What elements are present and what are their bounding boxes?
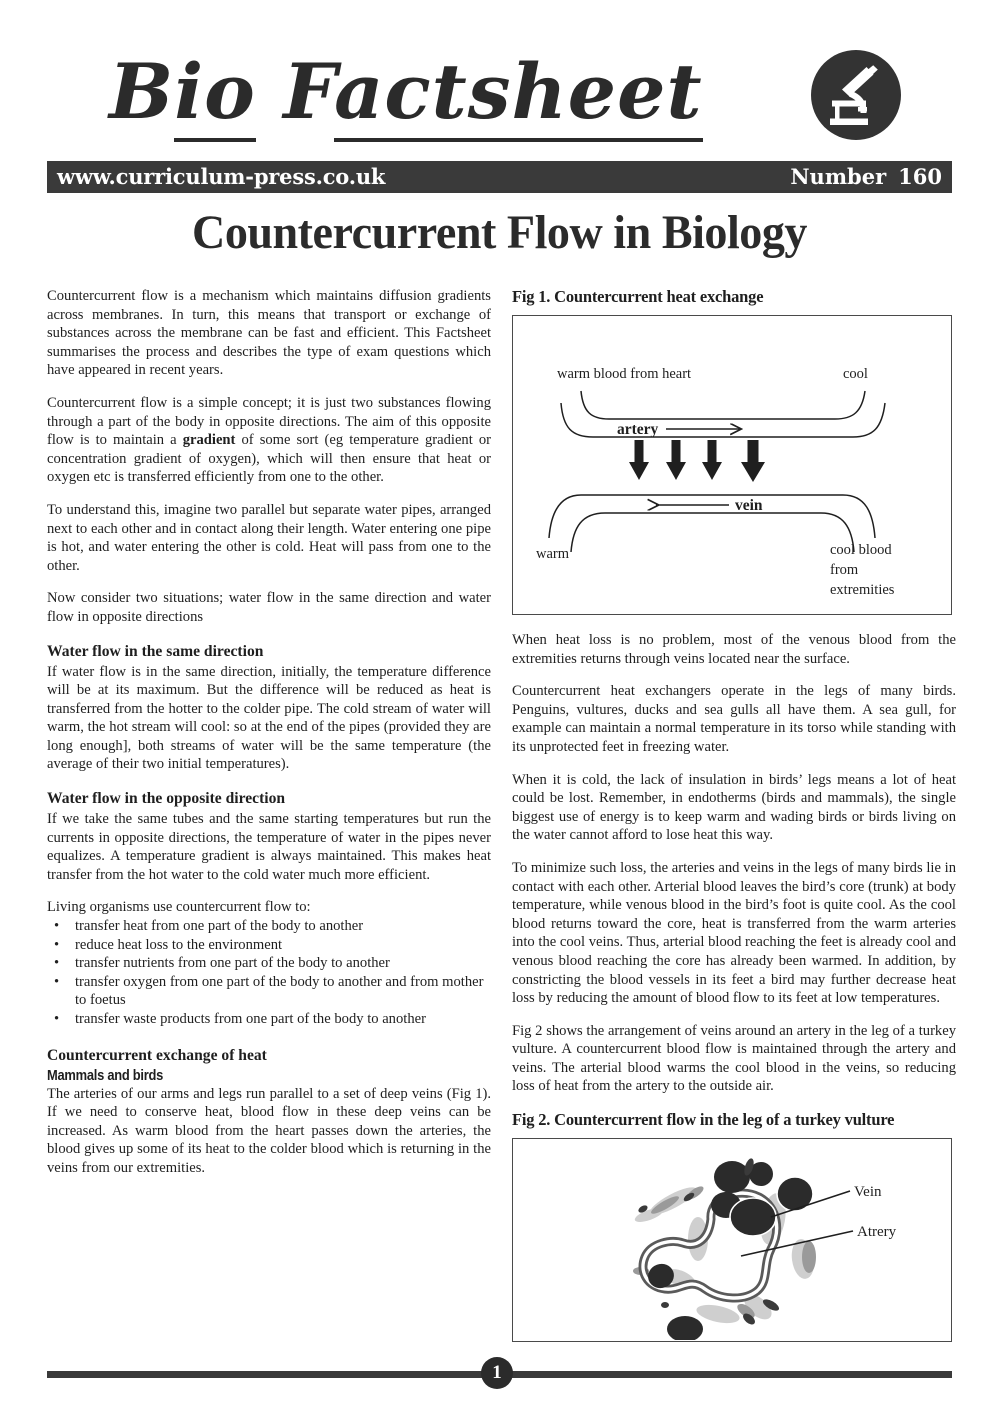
left-column	[47, 287, 491, 1192]
heading-same-direction: Water flow in the same direction	[47, 642, 264, 660]
list-item: • transfer waste products from one part of the body to another	[47, 1010, 491, 1029]
paragraph-pipes: To understand this, imagine two parallel but separate water pipes, arranged next to each other and in contact along their length. Water entering one pipe is hot, and water entering the other is cold. Heat will pass from one to the other.	[47, 501, 491, 574]
paragraph-insulation: When it is cold, the lack of insulation in birds’ legs means a lot of heat could be lost. Remember, in endotherms (birds and mammals), the single biggest use of energy is to keep warm and wading birds or birds living on the water cannot afford to lose heat this way.	[512, 771, 956, 844]
issue-number-label: Number	[790, 164, 887, 189]
masthead	[47, 42, 952, 152]
url-banner	[47, 161, 952, 193]
fig1-heat-arrows	[629, 440, 765, 482]
paragraph-heat-loss: When heat loss is no problem, most of the venous blood from the extremities returns through veins located near the surface.	[512, 632, 956, 667]
gradient-emphasis: gradient	[182, 432, 236, 449]
paragraph-intro: Countercurrent flow is a mechanism which maintains diffusion gradients across membranes. In turn, this means that transport or exchange of substances across the membrane can be fast and efficient. This Factsheet summarises the process and describes the type of exam questions which have appeared in recent years.	[47, 288, 491, 379]
fig2-micrograph	[512, 1138, 952, 1342]
paragraph-uses-intro: Living organisms use countercurrent flow to:	[47, 899, 311, 916]
fig2-tissue-section	[633, 1157, 897, 1340]
masthead-title-b: B	[109, 47, 175, 136]
fig1-label-warm: warm	[536, 546, 570, 562]
masthead-title	[109, 42, 703, 142]
fig1-diagram	[512, 315, 952, 615]
list-item: • transfer nutrients from one part of the body to another	[47, 954, 491, 973]
list-item: • transfer oxygen from one part of the body to another and from mother to foetus	[47, 973, 491, 1010]
paragraph-situations: Now consider two situations; water flow in the same direction and water flow in opposite directions	[47, 590, 491, 625]
fig2-caption: Fig 2. Countercurrent flow in the leg of a turkey vulture	[512, 1110, 895, 1130]
subheading-mammals-and-birds: Mammals and birds	[47, 1066, 164, 1084]
paragraph-birds: Countercurrent heat exchangers operate in the legs of many birds. Penguins, vultures, ducks and sea gulls all have them. A sea gull, for example can maintain a normal temperature in its torso while standing with its unprotected feet in freezing water.	[512, 683, 956, 755]
fig1-label-warm-blood: warm blood from heart	[557, 366, 692, 382]
fig2-label-artery: Atrery	[857, 1224, 897, 1241]
paragraph-minimize-loss: To minimize such loss, the arteries and veins in the legs of many birds lie in contact with each other. Arterial blood leaves the bird’s core (trunk) at body temperature, while venous blood in the bird’s foot is quite cool. As the cool blood returns toward the core, heat is transferred from the warm arteries into the cool veins. Thus, arterial blood reaching the feet is already cool and venous blood reaching the core has already been warmed. In addition, by constricting the blood vessels in its feet a bird may further decrease heat loss by reducing the amount of blood flow to its feet at low temperatures.	[512, 859, 956, 1007]
paragraph-fig2-intro: Fig 2 shows the arrangement of veins around an artery in the leg of a turkey vulture. A countercurrent blood flow is maintained through the artery and veins. The arterial blood warms the cool blood in the veins, so reducing loss of heat from the artery to the outside air.	[512, 1022, 956, 1095]
right-column	[512, 287, 956, 1342]
paragraph-concept-b: of some sort (eg temperature gradient or concentration gradient of oxygen), which will then ensure that heat or oxygen etc is transferred efficiently from one to the other.	[47, 432, 491, 486]
microscope-icon	[811, 50, 901, 140]
paragraph-concept	[47, 394, 491, 487]
list-item: • reduce heat loss to the environment	[47, 936, 491, 955]
fig1-label-vein: vein	[735, 497, 763, 514]
paragraph-concept-a: Countercurrent flow is a simple concept; it is just two substances flowing through a part of the body in opposite directions. The aim of this opposite flow is to maintain a	[47, 394, 491, 449]
masthead-title-io: io	[174, 47, 256, 142]
fig2-label-vein: Vein	[854, 1184, 882, 1201]
fig1-label-cool-blood-2: from	[830, 562, 859, 578]
masthead-title-actsheet: actsheet	[334, 47, 702, 142]
paragraph-same-direction: If water flow is in the same direction, initially, the temperature difference will be at its maximum. But the difference will be reduced as heat is transferred from the hotter to the colder pipe. The cold stream of water will warm, the hot stream will cool: so at the end of the pipes (provided they are long enough], both streams of water will be the same temperature (the average of their two initial temperatures).	[47, 663, 491, 773]
issue-number	[790, 164, 942, 189]
issue-number-value: 160	[898, 164, 942, 189]
heading-exchange-of-heat: Countercurrent exchange of heat	[47, 1046, 267, 1064]
page-title: Countercurrent Flow in Biology	[192, 206, 807, 259]
fig1-label-artery: artery	[617, 421, 659, 438]
list-item: • transfer heat from one part of the body to another	[47, 917, 491, 936]
fig1-label-cool-blood-1: cool blood	[830, 542, 892, 558]
heading-opposite-direction: Water flow in the opposite direction	[47, 790, 286, 808]
website-url: www.curriculum-press.co.uk	[57, 164, 386, 189]
masthead-title-f: F	[255, 47, 335, 136]
paragraph-opposite-direction: If we take the same tubes and the same starting temperatures but run the currents in opposite directions, the temperature of water in the pipes never equalizes. A temperature gradient is always maintained. This makes heat transfer from the hot water to the cold water much more efficient.	[47, 811, 491, 883]
paragraph-arteries: The arteries of our arms and legs run parallel to a set of deep veins (Fig 1). If we need to conserve heat, blood flow in these deep veins can be increased. As warm blood from the heart passes down the arteries, the blood gives up some of its heat to the colder blood which is returning in the veins from our extremities.	[47, 1085, 491, 1176]
fig1-label-cool: cool	[843, 366, 868, 382]
page-number-badge: 1	[481, 1357, 513, 1389]
fig1-caption: Fig 1. Countercurrent heat exchange	[512, 287, 764, 306]
fig1-label-cool-blood-3: extremities	[830, 582, 895, 598]
uses-list	[47, 917, 491, 1029]
